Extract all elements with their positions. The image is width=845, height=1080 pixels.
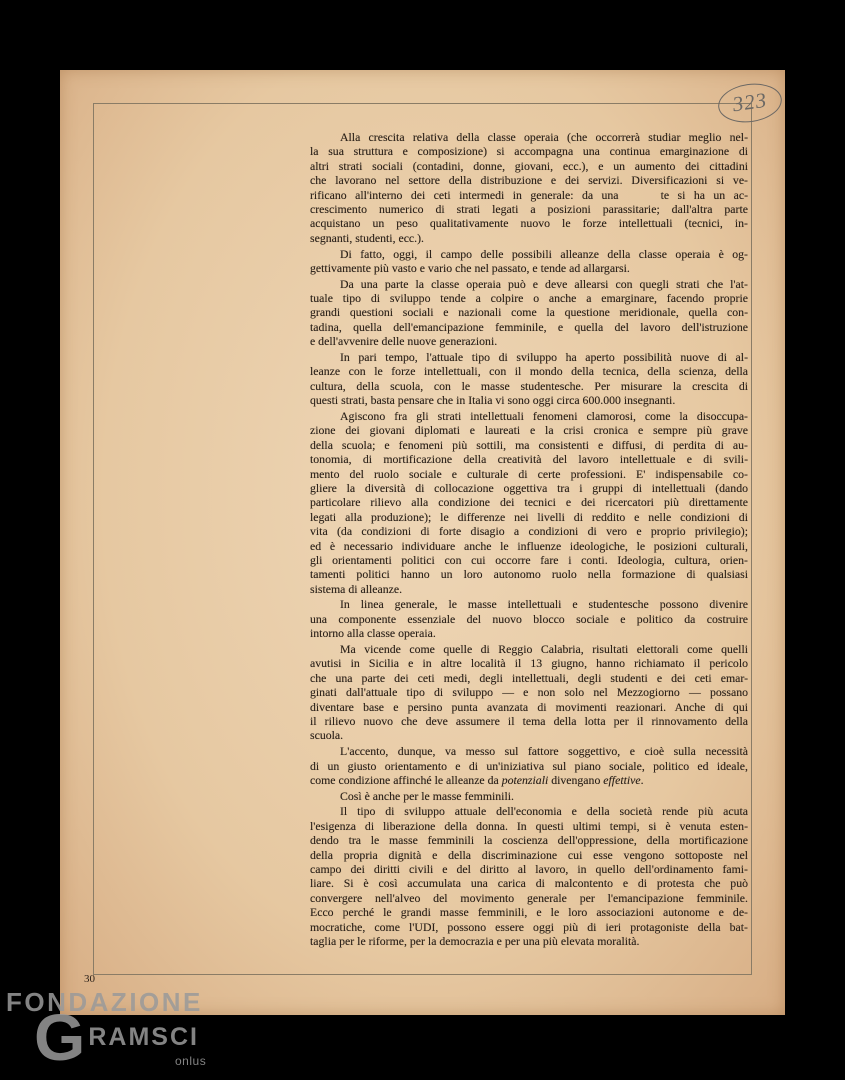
text-line: della scuola; e fenomeni più sottili, ma consistenti e diffusi, di perdita di au- bbox=[310, 437, 748, 452]
paragraph bbox=[310, 277, 748, 349]
paragraph bbox=[310, 789, 748, 803]
text-line: avutisi in Sicilia e in altre località il 13 giugno, hanno richiamato il pericolo bbox=[310, 656, 748, 671]
archive-number: 323 bbox=[731, 87, 769, 117]
text-line: vita (da condizioni di forte disagio a condizioni di vero e proprio privilegio); bbox=[310, 524, 748, 539]
text-line: ginati dall'attuale tipo di sviluppo — e non solo nel Mezzogiorno — possano bbox=[310, 685, 748, 700]
text-line: taglia per le riforme, per la democrazia e per una più elevata moralità. bbox=[310, 934, 640, 948]
text-line: tamenti politici hanno un loro autonomo ruolo nella formazione di qualsiasi bbox=[310, 567, 748, 582]
text-line: di un giusto orientamento e di un'iniziativa sul piano sociale, politico ed ideale, bbox=[310, 758, 748, 773]
paragraph bbox=[310, 409, 748, 596]
text-line: l'esigenza di liberazione della donna. In questi ultimi tempi, si è venuta esten- bbox=[310, 818, 748, 833]
text-line: Agiscono fra gli strati intellettuali fenomeni clamorosi, come la disoccupa- bbox=[340, 408, 748, 423]
text-line: legati alla produzione); le differenze nei livelli di reddito e nelle condizioni di bbox=[310, 509, 748, 524]
text-line: la sua struttura e composizione) si accompagna una continua emarginazione di bbox=[310, 144, 748, 159]
text-line: Il tipo di sviluppo attuale dell'economia e della società rende più acuta bbox=[340, 804, 748, 819]
text-line: mocratiche, come l'UDI, possono essere oggi più di ieri protagoniste della bat- bbox=[310, 919, 748, 934]
page-number: 30 bbox=[84, 973, 95, 985]
text-line: zione dei giovani diplomati e laureati e la crisi cronica e sempre più grave bbox=[310, 423, 748, 438]
text-line: tadina, quella dell'emancipazione femminile, e quella del lavoro dell'istruzione bbox=[310, 319, 748, 334]
text-line: che una parte dei ceti medi, degli intellettuali, degli studenti e dei ceti emar- bbox=[310, 670, 748, 685]
text-line: il rilievo nuovo che deve assumere il tema della lotta per il rinnovamento della bbox=[310, 713, 748, 728]
text-line: gli orientamenti politici con cui occorre fare i conti. Ideologia, cultura, orien- bbox=[310, 552, 748, 567]
text-line: dendo tra le masse femminili la coscienza dell'oppressione, della mortificazione bbox=[310, 833, 748, 848]
text-column bbox=[310, 130, 748, 948]
watermark-logo-bottom: GRAMSCI bbox=[34, 1000, 199, 1074]
text-line: In pari tempo, l'attuale tipo di sviluppo ha aperto possibilità nuove di al- bbox=[340, 350, 748, 365]
paragraph bbox=[310, 642, 748, 743]
text-line: gettivamente più vasto e vario che nel passato, e tende ad allargarsi. bbox=[310, 260, 630, 275]
text-line: crescimento numerico di strati legati a posizioni parassitarie; dall'altra parte bbox=[310, 201, 748, 216]
text-line bbox=[310, 773, 748, 787]
text-line: cultura, della scuola, con le masse studentesche. Per misurare la crescita di bbox=[310, 378, 748, 393]
text-line: ed è necessario individuare anche le influenze ideologiche, le posizioni culturali, bbox=[310, 538, 748, 553]
text-line: mento del ruolo sociale e culturale di certe professioni. E' indispensabile co- bbox=[310, 466, 748, 481]
text-line: segnanti, studenti, ecc.). bbox=[310, 230, 425, 245]
text-segment: . bbox=[640, 772, 644, 787]
text-line: una componente essenziale del nuovo blocco sociale e politico da costruire bbox=[310, 611, 748, 626]
text-line: grandi questioni sociali e nazionali come la questione meridionale, quella con- bbox=[310, 305, 748, 320]
emphasized-text: potenziali bbox=[501, 772, 549, 787]
text-line: leanze con le forze intellettuali, con il mondo della tecnica, della scienza, della bbox=[310, 364, 748, 379]
text-line: sistema di alleanze. bbox=[310, 581, 403, 596]
paragraph bbox=[310, 804, 748, 948]
text-line: campo dei diritti civili e del diritto al lavoro, in quello dell'ordinamento fami- bbox=[310, 862, 748, 877]
paragraph bbox=[310, 597, 748, 640]
emphasized-text: effettive bbox=[603, 772, 641, 787]
text-line: convergere nell'alveo del movimento generale per l'emancipazione femminile. bbox=[310, 890, 748, 905]
text-line: Ma vicende come quelle di Reggio Calabria, risultati elettorali come quelli bbox=[340, 642, 748, 657]
text-segment: come condizione affinché le alleanze da bbox=[310, 772, 502, 787]
text-line: tuale tipo di sviluppo tende a colpire o anche a emarginare, facendo proprie bbox=[310, 291, 748, 306]
text-line: intorno alla classe operaia. bbox=[310, 626, 436, 641]
text-segment: divengano bbox=[548, 772, 604, 787]
text-line: particolare rilievo alla condizione dei tecnici e dei ricercatori più direttamente bbox=[310, 495, 748, 510]
text-line: che lavorano nel settore della distribuzione e dei servizi. Diversificazioni si ve- bbox=[310, 173, 748, 188]
text-line: Da una parte la classe operaia può e deve allearsi con quegli strati che l'at- bbox=[340, 276, 748, 291]
text-line: acquistano un peso qualitativamente nuovo le forze intellettuali (tecnici, in- bbox=[310, 216, 748, 231]
text-line: della propria dignità e della discriminazione cui esse vengono sottoposte nel bbox=[310, 847, 748, 862]
text-line: questi strati, basta pensare che in Italia vi sono oggi circa 600.000 insegnanti. bbox=[310, 393, 676, 408]
text-line: Così è anche per le masse femminili. bbox=[340, 788, 514, 803]
text-line: Ecco perché le grandi masse femminili, e le loro associazioni autonome e de- bbox=[310, 905, 748, 920]
text-line: rificano all'interno dei ceti intermedi in generale: da una te si ha un ac- bbox=[310, 187, 748, 202]
paragraph bbox=[310, 744, 748, 787]
text-line: In linea generale, le masse intellettuali e studentesche possono divenire bbox=[340, 597, 748, 612]
text-line: Alla crescita relativa della classe operaia (che occorrerà studiar meglio nel- bbox=[340, 130, 748, 144]
text-line: scuola. bbox=[310, 728, 344, 743]
watermark-logo-suffix: onlus bbox=[175, 1054, 207, 1068]
text-line: liare. Si è così accumulata una carica di malcontento e di protesta che può bbox=[310, 876, 748, 891]
text-line: Di fatto, oggi, il campo delle possibili alleanze della classe operaia è og- bbox=[340, 246, 748, 261]
text-line: diventare base e persino punta avanzata di movimenti reazionari. Anche di qui bbox=[310, 699, 748, 714]
paragraph bbox=[310, 247, 748, 276]
paragraph bbox=[310, 130, 748, 245]
text-line: gliere la diversità di collocazione oggettiva tra i gruppi di intellettuali (dando bbox=[310, 480, 748, 495]
watermark-logo-top: FONDAZIONE bbox=[6, 987, 203, 1017]
text-line: e dell'avvenire delle nuove generazioni. bbox=[310, 334, 498, 349]
paragraph bbox=[310, 350, 748, 408]
text-line: L'accento, dunque, va messo sul fattore soggettivo, e cioè sulla necessità bbox=[340, 744, 748, 759]
text-line: altri strati sociali (contadini, donne, giovani, ecc.), e un aumento dei cittadini bbox=[310, 158, 748, 173]
text-line: tonomia, di mortificazione della creatività del lavoro intellettuale e di svili- bbox=[310, 452, 748, 467]
